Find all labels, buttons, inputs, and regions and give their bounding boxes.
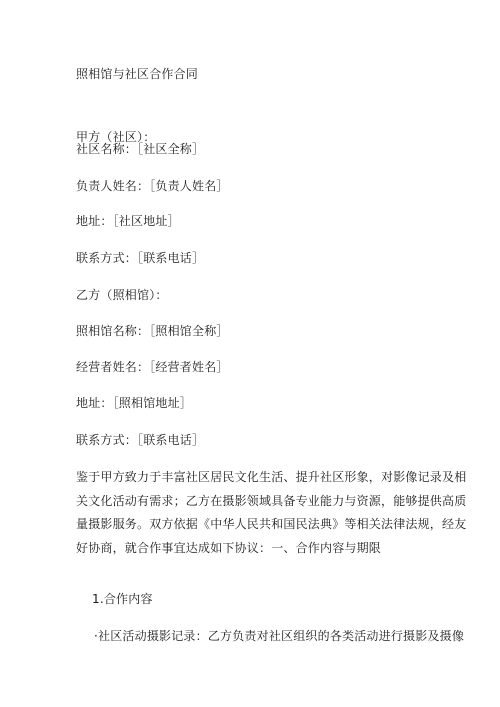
party-b-name-line: 照相馆名称：［照相馆全称］ — [76, 324, 229, 338]
party-a-heading: 甲方（社区）： — [76, 130, 156, 144]
party-a-contact-line: 联系方式：［联系电话］ — [76, 251, 205, 265]
preamble-line: 关文化活动有需求；乙方在摄影领域具备专业能力与资源，能够提供高质 — [76, 493, 467, 508]
preamble-line: 好协商，就合作事宜达成如下协议：一、合作内容与期限 — [76, 540, 382, 555]
contract-title: 照相馆与社区合作合同 — [76, 67, 199, 81]
party-a-person-line: 负责人姓名：［负责人姓名］ — [76, 179, 229, 193]
party-a-name-line: 社区名称：［社区全称］ — [76, 142, 205, 156]
party-a-address-line: 地址：［社区地址］ — [76, 214, 180, 228]
party-b-person-line: 经营者姓名：［经营者姓名］ — [76, 360, 229, 374]
party-b-heading: 乙方（照相馆）： — [76, 288, 168, 302]
bullet-item: ·社区活动摄影记录：乙方负责对社区组织的各类活动进行摄影及摄像 — [94, 629, 465, 643]
section-1-heading: 1.合作内容 — [92, 592, 153, 606]
preamble-line: 鉴于甲方致力于丰富社区居民文化生活、提升社区形象，对影像记录及相 — [76, 470, 467, 484]
party-b-contact-line: 联系方式：［联系电话］ — [76, 433, 205, 447]
preamble-line: 量摄影服务。双方依据《中华人民共和国民法典》等相关法律法规，经友 — [76, 517, 467, 531]
party-b-address-line: 地址：［照相馆地址］ — [76, 396, 193, 410]
preamble-paragraph — [76, 466, 467, 560]
